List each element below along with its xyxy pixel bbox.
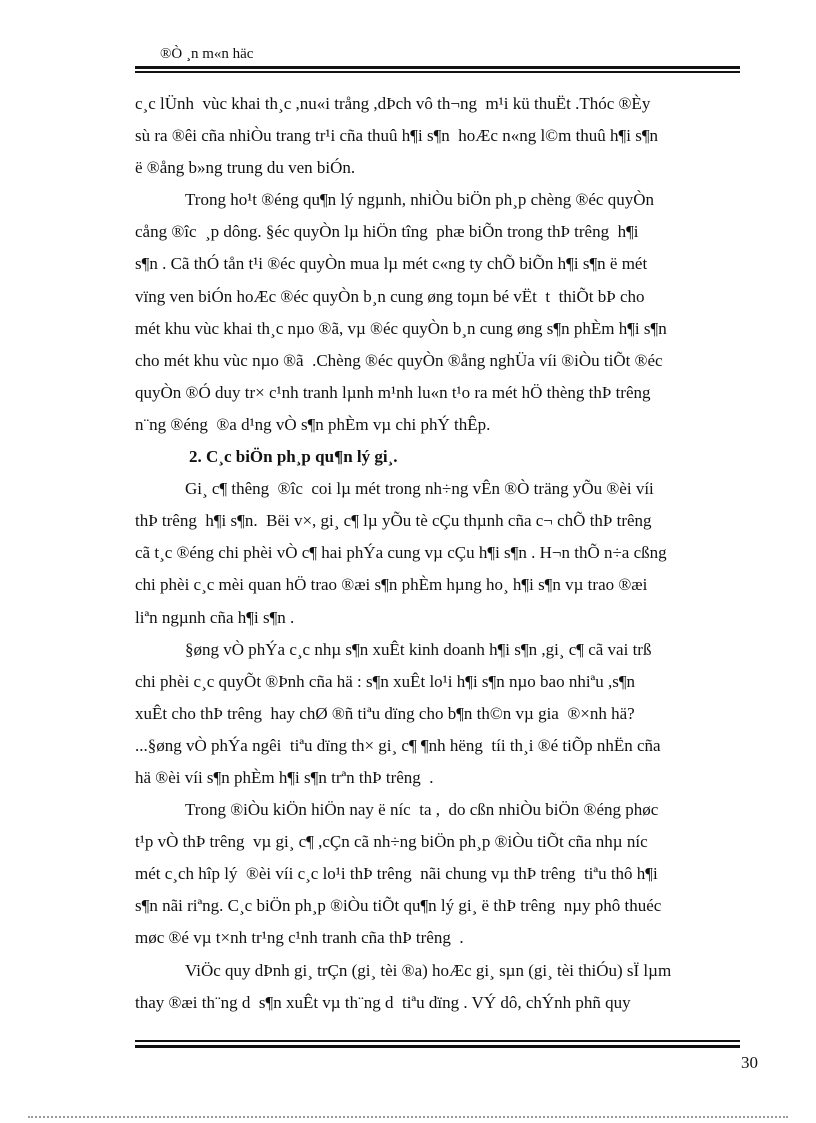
text-line: mét khu vùc khai th¸c nµo ®ã, vµ ®éc quyÒn b¸n cung øng s¶n phÈm h¶i s¶n (135, 318, 667, 338)
page-number: 30 (741, 1053, 758, 1072)
text-line: cã t¸c ®éng chi phèi vÒ c¶ hai phÝa cung vµ cÇu h¶i s¶n . H¬n thÕ n÷a cßng (135, 543, 667, 563)
text-line: ë ®ång b»ng trung du ven biÓn. (135, 158, 356, 178)
paragraph-first-line: Trong ®iÒu kiÖn hiÖn nay ë níc ta , do cßn nhiÒu biÖn ®éng phøc (185, 800, 659, 820)
paragraph-first-line: §øng vÒ phÝa c¸c nhµ s¶n xuÊt kinh doanh h¶i s¶n ,gi¸ c¶ cã vai trß (185, 639, 652, 659)
text-line: n¨ng ®éng ®a d¹ng vÒ s¶n phÈm vµ chi phÝ thÊp. (135, 414, 491, 434)
footer-double-rule (135, 1040, 740, 1048)
text-line: chi phèi c¸c mèi quan hÖ trao ®æi s¶n phÈm hµng ho¸ h¶i s¶n vµ trao ®æi (135, 575, 648, 595)
page-header-title: ®Ò ¸n m«n häc (160, 46, 254, 62)
text-line: s¶n . Cã thÓ tån t¹i ®éc quyÒn mua lµ mét c«ng ty chÕ biÕn h¶i s¶n ë mét (135, 254, 648, 274)
paragraph-first-line: Gi¸ c¶ thêng ®îc coi lµ mét trong nh÷ng vÊn ®Ò träng yÕu ®èi víi (185, 479, 654, 499)
text-line: quyÒn ®Ó duy tr× c¹nh tranh lµnh m¹nh lu«n t¹o ra mét hÖ thèng thÞ trêng (135, 382, 651, 402)
text-line: hä ®èi víi s¶n phÈm h¶i s¶n trªn thÞ trêng . (135, 767, 434, 787)
text-line: cång ®îc ¸p dông. §éc quyÒn lµ hiÖn tîng phæ biÕn trong thÞ trêng h¶i (135, 222, 639, 242)
paragraph-first-line: Trong ho¹t ®éng qu¶n lý ngµnh, nhiÒu biÖn ph¸p chèng ®éc quyÒn (185, 190, 654, 210)
text-line: mét c¸ch hîp lý ®èi víi c¸c lo¹i thÞ trêng nãi chung vµ thÞ trêng tiªu thô h¶i (135, 864, 658, 884)
section-heading: 2. C¸c biÖn ph¸p qu¶n lý gi¸. (189, 447, 398, 467)
text-line: s¶n nãi riªng. C¸c biÖn ph¸p ®iÒu tiÕt qu¶n lý gi¸ ë thÞ trêng nµy phô thuéc (135, 896, 662, 916)
text-line: sù ra ®êi cña nhiÒu trang tr¹i cña thuû h¶i s¶n hoÆc n«ng l©m thuû h¶i s¶n (135, 126, 659, 146)
paragraph-first-line: ViÖc quy dÞnh gi¸ trÇn (gi¸ tèi ®a) hoÆc gi¸ sµn (gi¸ tèi thiÓu) sÏ lµm (185, 960, 672, 980)
text-line: vïng ven biÓn hoÆc ®éc quyÒn b¸n cung øng toµn bé vËt t thiÕt bÞ cho (135, 286, 645, 306)
text-line: møc ®é vµ t×nh tr¹ng c¹nh tranh cña thÞ trêng . (135, 928, 464, 948)
text-line: xuÊt cho thÞ trêng hay chØ ®ñ tiªu dïng cho b¶n th©n vµ gia ®×nh hä? (135, 703, 635, 723)
header-double-rule (135, 66, 740, 73)
text-line: ...§øng vÒ phÝa ngêi tiªu dïng th× gi¸ c¶ ¶nh hëng tíi th¸i ®é tiÕp nhËn cña (135, 735, 661, 755)
text-line: c¸c lÜnh vùc khai th¸c ,nu«i trång ,dÞch vô th¬ng m¹i kü thuËt .Thóc ®Èy (135, 94, 651, 113)
text-line: thay ®æi th¨ng d s¶n xuÊt vµ th¨ng d tiªu dïng . VÝ dô, chÝnh phñ quy (135, 992, 631, 1012)
text-line: t¹p vÒ thÞ trêng vµ gi¸ c¶ ,cÇn cã nh÷ng biÖn ph¸p ®iÒu tiÕt cña nhµ níc (135, 832, 648, 852)
text-line: liªn ngµnh cña h¶i s¶n . (135, 607, 295, 627)
text-line: thÞ trêng h¶i s¶n. Bëi v×, gi¸ c¶ lµ yÕu tè cÇu thµnh cña c¬ chÕ thÞ trêng (135, 511, 652, 531)
page-bottom-border (28, 1116, 788, 1118)
text-line: chi phèi c¸c quyÕt ®Þnh cña hä : s¶n xuÊt lo¹i h¶i s¶n nµo bao nhiªu ,s¶n (135, 671, 636, 691)
body-text (135, 88, 740, 1019)
text-line: cho mét khu vùc nµo ®ã .Chèng ®éc quyÒn ®ång nghÜa víi ®iÒu tiÕt ®éc (135, 350, 663, 370)
